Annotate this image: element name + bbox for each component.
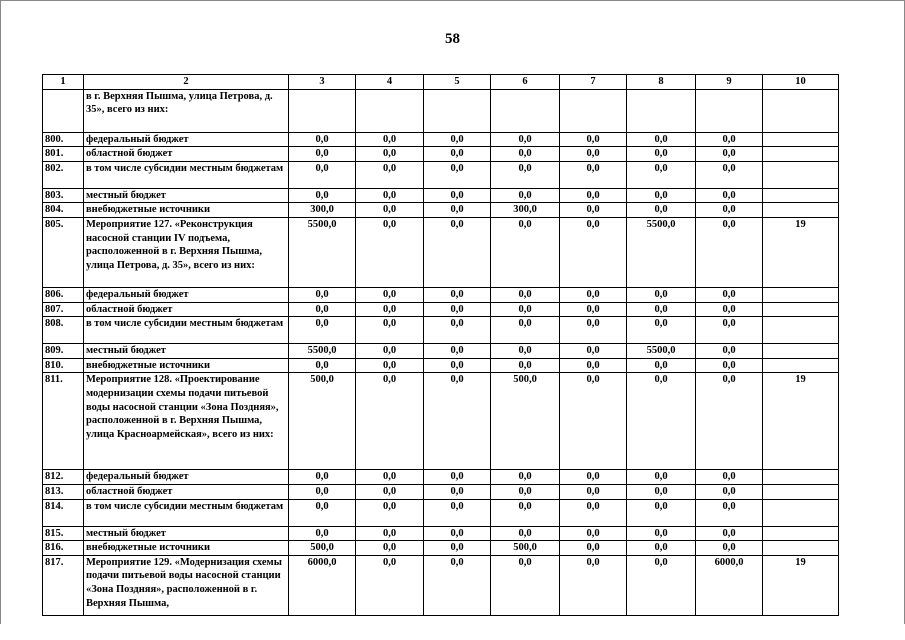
- value-cell: 0,0: [356, 203, 424, 218]
- value-cell: 0,0: [696, 188, 763, 203]
- column-header: 4: [356, 75, 424, 90]
- value-cell: 0,0: [627, 358, 696, 373]
- value-cell: [763, 541, 839, 556]
- value-cell: 0,0: [560, 541, 627, 556]
- value-cell: 0,0: [560, 484, 627, 499]
- row-description: Мероприятие 128. «Проектирование модернизации схемы подачи питьевой воды насосной станции «Зона Поздняя», расположенной в г. Верхняя Пышма, улица Красноармейская», всего из них:: [84, 373, 289, 470]
- value-cell: [763, 287, 839, 302]
- value-cell: 5500,0: [627, 344, 696, 359]
- table-header-row: [43, 75, 839, 90]
- table-row: [43, 287, 839, 302]
- table-row: [43, 188, 839, 203]
- value-cell: 0,0: [424, 358, 491, 373]
- row-number: 801.: [43, 147, 84, 162]
- value-cell: 0,0: [560, 344, 627, 359]
- table-row: [43, 317, 839, 344]
- value-cell: 0,0: [491, 132, 560, 147]
- value-cell: [763, 344, 839, 359]
- value-cell: 0,0: [696, 526, 763, 541]
- value-cell: 0,0: [491, 470, 560, 485]
- value-cell: 0,0: [627, 484, 696, 499]
- value-cell: [696, 89, 763, 132]
- row-number: [43, 89, 84, 132]
- value-cell: 300,0: [289, 203, 356, 218]
- table-row: [43, 358, 839, 373]
- value-cell: 0,0: [356, 344, 424, 359]
- value-cell: 0,0: [289, 499, 356, 526]
- value-cell: 0,0: [627, 188, 696, 203]
- value-cell: 0,0: [424, 188, 491, 203]
- value-cell: [763, 161, 839, 188]
- row-description: Мероприятие 129. «Модернизация схемы подачи питьевой воды насосной станции «Зона Поздняя», расположенной в г. Верхняя Пышма,: [84, 555, 289, 615]
- value-cell: 0,0: [356, 132, 424, 147]
- table-row: [43, 526, 839, 541]
- value-cell: [763, 132, 839, 147]
- value-cell: 0,0: [491, 217, 560, 287]
- value-cell: 0,0: [356, 287, 424, 302]
- row-description: Мероприятие 127. «Реконструкция насосной станции IV подъема, расположенной в г. Верхняя Пышма, улица Петрова, д. 35», всего из них:: [84, 217, 289, 287]
- value-cell: 0,0: [627, 555, 696, 615]
- table-body: [43, 75, 839, 616]
- row-description: внебюджетные источники: [84, 358, 289, 373]
- value-cell: 0,0: [696, 132, 763, 147]
- value-cell: 0,0: [560, 373, 627, 470]
- value-cell: 0,0: [289, 302, 356, 317]
- column-header: 2: [84, 75, 289, 90]
- value-cell: 500,0: [289, 373, 356, 470]
- value-cell: 0,0: [491, 555, 560, 615]
- row-description: внебюджетные источники: [84, 203, 289, 218]
- value-cell: 0,0: [289, 287, 356, 302]
- value-cell: [356, 89, 424, 132]
- row-number: 815.: [43, 526, 84, 541]
- value-cell: 0,0: [424, 484, 491, 499]
- row-description: федеральный бюджет: [84, 287, 289, 302]
- value-cell: 0,0: [627, 373, 696, 470]
- value-cell: 0,0: [627, 287, 696, 302]
- value-cell: 0,0: [696, 217, 763, 287]
- value-cell: 19: [763, 373, 839, 470]
- column-header: 3: [289, 75, 356, 90]
- row-number: 808.: [43, 317, 84, 344]
- value-cell: 0,0: [424, 317, 491, 344]
- value-cell: 0,0: [356, 317, 424, 344]
- table-row: [43, 203, 839, 218]
- value-cell: 0,0: [289, 526, 356, 541]
- value-cell: [491, 89, 560, 132]
- value-cell: 0,0: [424, 499, 491, 526]
- value-cell: 0,0: [696, 470, 763, 485]
- value-cell: 0,0: [560, 203, 627, 218]
- value-cell: 0,0: [560, 132, 627, 147]
- value-cell: 0,0: [289, 161, 356, 188]
- value-cell: 5500,0: [289, 344, 356, 359]
- row-number: 806.: [43, 287, 84, 302]
- value-cell: 0,0: [696, 373, 763, 470]
- value-cell: 0,0: [424, 161, 491, 188]
- value-cell: 0,0: [696, 203, 763, 218]
- row-description: местный бюджет: [84, 526, 289, 541]
- column-header: 7: [560, 75, 627, 90]
- value-cell: 0,0: [491, 302, 560, 317]
- value-cell: 0,0: [356, 302, 424, 317]
- value-cell: 0,0: [289, 188, 356, 203]
- row-number: 816.: [43, 541, 84, 556]
- value-cell: 0,0: [424, 217, 491, 287]
- value-cell: 0,0: [627, 526, 696, 541]
- value-cell: 0,0: [289, 470, 356, 485]
- value-cell: 0,0: [560, 555, 627, 615]
- table-row: [43, 344, 839, 359]
- table-row: [43, 147, 839, 162]
- row-description: местный бюджет: [84, 188, 289, 203]
- row-description: в том числе субсидии местным бюджетам: [84, 499, 289, 526]
- value-cell: 0,0: [696, 541, 763, 556]
- value-cell: [560, 89, 627, 132]
- value-cell: 5500,0: [289, 217, 356, 287]
- value-cell: 0,0: [696, 484, 763, 499]
- value-cell: 0,0: [491, 526, 560, 541]
- value-cell: 0,0: [560, 470, 627, 485]
- row-description: местный бюджет: [84, 344, 289, 359]
- value-cell: [763, 302, 839, 317]
- column-header: 8: [627, 75, 696, 90]
- column-header: 5: [424, 75, 491, 90]
- value-cell: 500,0: [491, 541, 560, 556]
- value-cell: [763, 89, 839, 132]
- value-cell: 0,0: [356, 217, 424, 287]
- table-row: [43, 470, 839, 485]
- value-cell: [763, 484, 839, 499]
- value-cell: 0,0: [560, 358, 627, 373]
- value-cell: 0,0: [424, 373, 491, 470]
- value-cell: 0,0: [356, 526, 424, 541]
- value-cell: 0,0: [491, 147, 560, 162]
- row-description: в г. Верхняя Пышма, улица Петрова, д. 35», всего из них:: [84, 89, 289, 132]
- value-cell: [763, 147, 839, 162]
- table-row: [43, 89, 839, 132]
- value-cell: 0,0: [696, 287, 763, 302]
- row-number: 810.: [43, 358, 84, 373]
- row-description: внебюджетные источники: [84, 541, 289, 556]
- column-header: 9: [696, 75, 763, 90]
- row-number: 809.: [43, 344, 84, 359]
- value-cell: [763, 526, 839, 541]
- table-row: [43, 132, 839, 147]
- value-cell: 0,0: [356, 470, 424, 485]
- row-description: в том числе субсидии местным бюджетам: [84, 161, 289, 188]
- row-number: 811.: [43, 373, 84, 470]
- value-cell: 0,0: [356, 541, 424, 556]
- value-cell: 0,0: [696, 499, 763, 526]
- value-cell: 0,0: [491, 358, 560, 373]
- value-cell: 0,0: [560, 317, 627, 344]
- value-cell: [763, 203, 839, 218]
- value-cell: 0,0: [289, 484, 356, 499]
- table-row: [43, 373, 839, 470]
- value-cell: 0,0: [696, 358, 763, 373]
- value-cell: 6000,0: [696, 555, 763, 615]
- value-cell: 0,0: [491, 344, 560, 359]
- value-cell: 0,0: [491, 287, 560, 302]
- row-description: федеральный бюджет: [84, 132, 289, 147]
- value-cell: 0,0: [560, 302, 627, 317]
- value-cell: [763, 499, 839, 526]
- table-row: [43, 161, 839, 188]
- table-row: [43, 302, 839, 317]
- value-cell: [763, 358, 839, 373]
- value-cell: 0,0: [356, 161, 424, 188]
- row-number: 812.: [43, 470, 84, 485]
- row-description: областной бюджет: [84, 302, 289, 317]
- value-cell: 0,0: [424, 344, 491, 359]
- value-cell: 0,0: [424, 203, 491, 218]
- table-row: [43, 499, 839, 526]
- row-number: 800.: [43, 132, 84, 147]
- value-cell: [763, 188, 839, 203]
- value-cell: 19: [763, 217, 839, 287]
- value-cell: [763, 317, 839, 344]
- value-cell: 0,0: [424, 147, 491, 162]
- value-cell: 19: [763, 555, 839, 615]
- value-cell: 0,0: [356, 358, 424, 373]
- column-header: 1: [43, 75, 84, 90]
- value-cell: 0,0: [424, 287, 491, 302]
- table-row: [43, 217, 839, 287]
- value-cell: 0,0: [627, 499, 696, 526]
- value-cell: [424, 89, 491, 132]
- row-description: в том числе субсидии местным бюджетам: [84, 317, 289, 344]
- row-number: 805.: [43, 217, 84, 287]
- row-number: 804.: [43, 203, 84, 218]
- value-cell: 0,0: [696, 317, 763, 344]
- value-cell: 0,0: [424, 132, 491, 147]
- value-cell: 0,0: [289, 132, 356, 147]
- value-cell: 0,0: [627, 317, 696, 344]
- value-cell: 0,0: [491, 161, 560, 188]
- value-cell: 0,0: [696, 161, 763, 188]
- row-description: областной бюджет: [84, 147, 289, 162]
- value-cell: 0,0: [560, 217, 627, 287]
- page-number: 58: [445, 31, 460, 47]
- table-row: [43, 484, 839, 499]
- table-row: [43, 541, 839, 556]
- row-number: 817.: [43, 555, 84, 615]
- value-cell: 0,0: [627, 541, 696, 556]
- value-cell: [289, 89, 356, 132]
- row-number: 813.: [43, 484, 84, 499]
- value-cell: 0,0: [289, 358, 356, 373]
- budget-table: [42, 74, 839, 616]
- value-cell: 0,0: [491, 188, 560, 203]
- value-cell: 6000,0: [289, 555, 356, 615]
- value-cell: 0,0: [424, 555, 491, 615]
- value-cell: 0,0: [560, 526, 627, 541]
- value-cell: 300,0: [491, 203, 560, 218]
- column-header: 10: [763, 75, 839, 90]
- row-number: 807.: [43, 302, 84, 317]
- value-cell: 0,0: [560, 161, 627, 188]
- value-cell: 0,0: [356, 555, 424, 615]
- table-row: [43, 555, 839, 615]
- value-cell: 0,0: [491, 317, 560, 344]
- value-cell: [763, 470, 839, 485]
- value-cell: 0,0: [627, 302, 696, 317]
- value-cell: 0,0: [560, 287, 627, 302]
- value-cell: 0,0: [491, 484, 560, 499]
- row-number: 814.: [43, 499, 84, 526]
- value-cell: 0,0: [560, 147, 627, 162]
- value-cell: 0,0: [696, 147, 763, 162]
- value-cell: 0,0: [491, 499, 560, 526]
- value-cell: 0,0: [356, 188, 424, 203]
- row-number: 803.: [43, 188, 84, 203]
- value-cell: 0,0: [560, 499, 627, 526]
- value-cell: 0,0: [356, 499, 424, 526]
- value-cell: 0,0: [289, 147, 356, 162]
- column-header: 6: [491, 75, 560, 90]
- value-cell: 0,0: [696, 344, 763, 359]
- value-cell: 0,0: [627, 147, 696, 162]
- value-cell: 0,0: [356, 147, 424, 162]
- value-cell: 0,0: [627, 470, 696, 485]
- row-description: федеральный бюджет: [84, 470, 289, 485]
- row-number: 802.: [43, 161, 84, 188]
- value-cell: 5500,0: [627, 217, 696, 287]
- value-cell: 500,0: [491, 373, 560, 470]
- value-cell: 0,0: [289, 317, 356, 344]
- value-cell: 0,0: [627, 203, 696, 218]
- value-cell: 0,0: [627, 161, 696, 188]
- value-cell: 0,0: [424, 470, 491, 485]
- value-cell: 0,0: [424, 526, 491, 541]
- value-cell: 500,0: [289, 541, 356, 556]
- value-cell: 0,0: [627, 132, 696, 147]
- value-cell: 0,0: [356, 373, 424, 470]
- value-cell: 0,0: [356, 484, 424, 499]
- value-cell: 0,0: [424, 302, 491, 317]
- value-cell: 0,0: [696, 302, 763, 317]
- page-bottom-edge: [0, 624, 905, 640]
- row-description: областной бюджет: [84, 484, 289, 499]
- value-cell: [627, 89, 696, 132]
- value-cell: 0,0: [424, 541, 491, 556]
- value-cell: 0,0: [560, 188, 627, 203]
